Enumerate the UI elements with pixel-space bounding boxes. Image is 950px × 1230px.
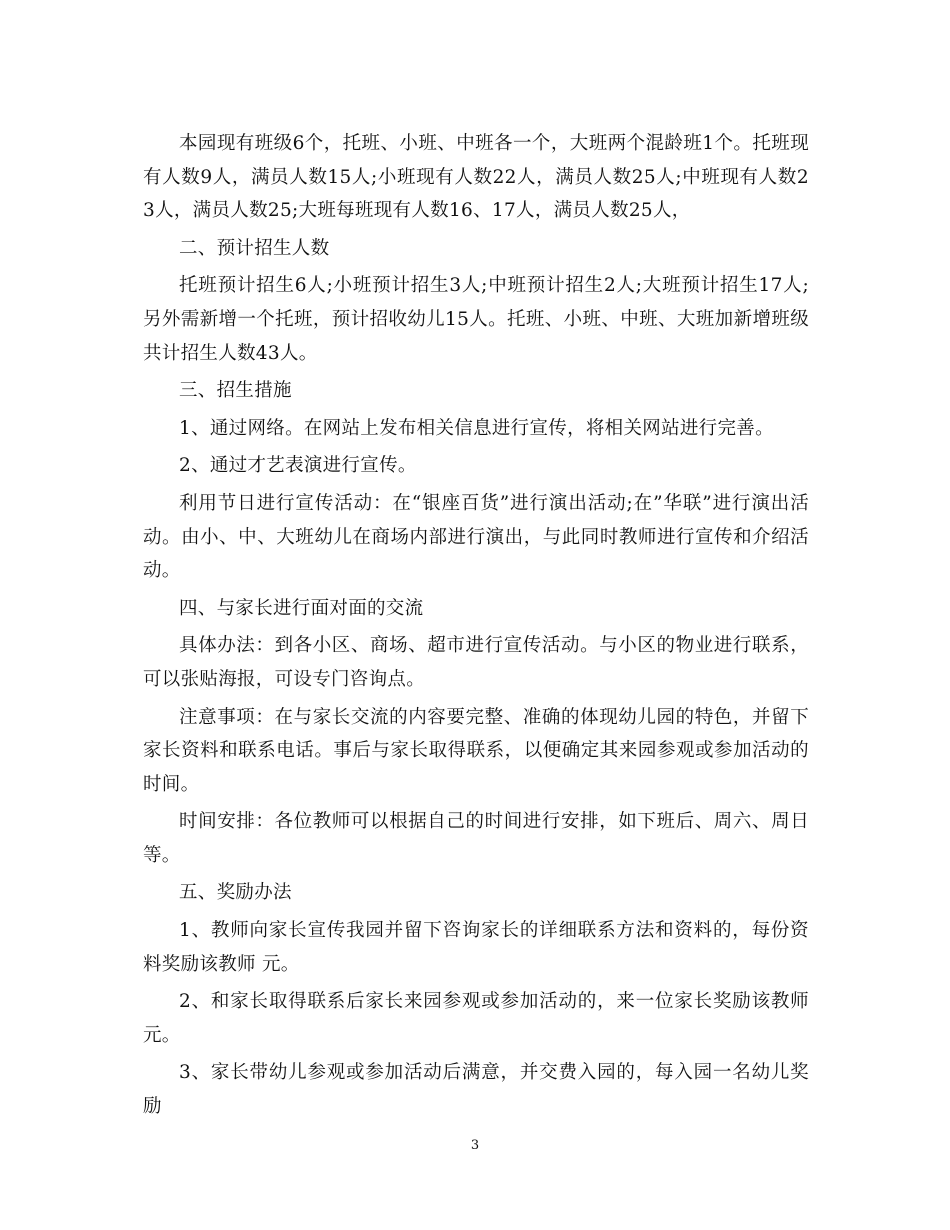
paragraph-class-overview: 本园现有班级6个，托班、小班、中班各一个，大班两个混龄班1个。托班现有人数9人，满员人数15人;小班现有人数22人，满员人数25人;中班现有人数23人，满员人数25;大班每班现有人数16、17人，满员人数25人， xyxy=(143,133,809,222)
paragraph-reward-1: 1、教师向家长宣传我园并留下咨询家长的详细联系方法和资料的，每份资料奖励该教师 元。 xyxy=(143,920,809,975)
page-number: 3 xyxy=(470,1138,480,1153)
paragraph-reward-2: 2、和家长取得联系后家长来园参观或参加活动的，来一位家长奖励该教师 元。 xyxy=(143,991,809,1046)
heading-section-5: 五、奖励办法 xyxy=(179,882,292,904)
paragraph-measure-2: 2、通过才艺表演进行宣传。 xyxy=(179,455,417,477)
paragraph-schedule: 时间安排：各位教师可以根据自己的时间进行安排，如下班后、周六、周日等。 xyxy=(143,811,809,866)
paragraph-notes: 注意事项：在与家长交流的内容要完整、准确的体现幼儿园的特色，并留下家长资料和联系电话。事后与家长取得联系，以便确定其来园参观或参加活动的时间。 xyxy=(143,706,809,795)
heading-section-3: 三、招生措施 xyxy=(179,380,292,402)
paragraph-reward-3: 3、家长带幼儿参观或参加活动后满意，并交费入园的，每入园一名幼儿奖励 xyxy=(143,1062,809,1118)
paragraph-specific-methods: 具体办法：到各小区、商场、超市进行宣传活动。与小区的物业进行联系，可以张贴海报，可设专门咨询点。 xyxy=(143,635,809,690)
heading-section-4: 四、与家长进行面对面的交流 xyxy=(179,597,424,619)
paragraph-measure-1: 1、通过网络。在网站上发布相关信息进行宣传，将相关网站进行完善。 xyxy=(179,417,774,439)
paragraph-holiday-activities: 利用节日进行宣传活动：在“银座百货”进行演出活动;在”华联”进行演出活动。由小、中、大班幼儿在商场内部进行演出，与此同时教师进行宣传和介绍活动。 xyxy=(143,492,809,582)
heading-section-2: 二、预计招生人数 xyxy=(179,237,330,259)
document-body xyxy=(143,127,809,1128)
paragraph-expected-enrollment: 托班预计招生6人;小班预计招生3人;中班预计招生2人;大班预计招生17人;另外需新增一个托班，预计招收幼儿15人。托班、小班、中班、大班加新增班级共计招生人数43人。 xyxy=(143,275,809,364)
